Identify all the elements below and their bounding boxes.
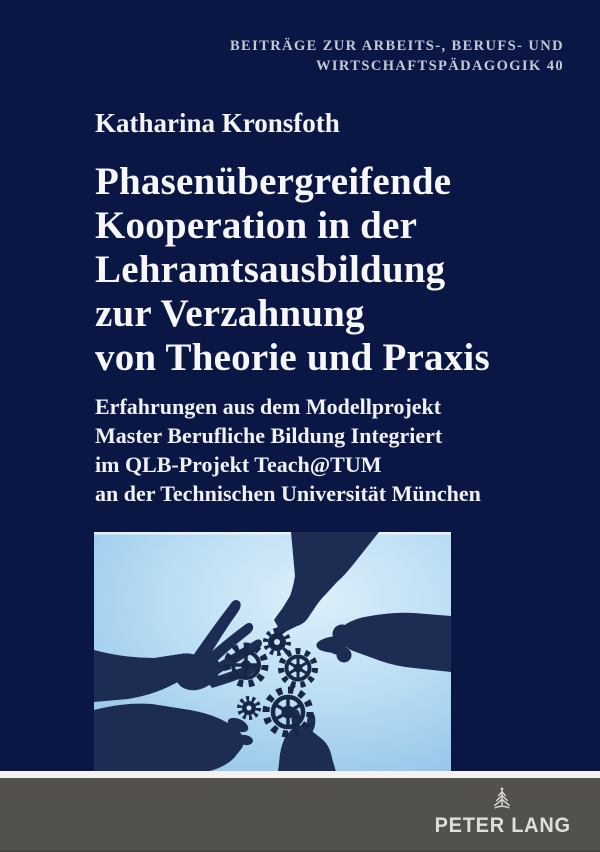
series-heading — [230, 36, 564, 76]
publisher-name: PETER LANG — [434, 814, 571, 837]
publisher-bar — [0, 778, 600, 852]
series-line-1: BEITRÄGE ZUR ARBEITS-, BERUFS- UND — [229, 38, 564, 54]
subtitle-line: Master Berufliche Bildung Integriert — [95, 423, 443, 448]
divider-line — [0, 771, 600, 778]
title-line: Phasenübergreifende — [95, 160, 452, 203]
subtitle-line: an der Technischen Universität München — [95, 481, 481, 506]
book-subtitle — [95, 392, 481, 508]
series-line-2: WIRTSCHAFTSPÄDAGOGIK 40 — [315, 58, 564, 74]
title-line: von Theorie und Praxis — [95, 336, 490, 379]
hands-gears-illustration — [94, 532, 451, 772]
photo-top-highlight — [94, 532, 451, 535]
peter-lang-tree-logo-icon — [489, 786, 515, 813]
publisher-brand — [431, 786, 574, 838]
title-line: Kooperation in der — [95, 204, 418, 247]
subtitle-line: im QLB-Projekt Teach@TUM — [95, 452, 382, 477]
title-line: Lehramtsausbildung — [95, 248, 446, 291]
book-title — [95, 160, 490, 380]
author-name: Katharina Kronsfoth — [95, 108, 340, 138]
subtitle-line: Erfahrungen aus dem Modellprojekt — [95, 394, 442, 419]
cover-photo-hands-gears — [94, 532, 451, 772]
title-line: zur Verzahnung — [95, 292, 365, 335]
